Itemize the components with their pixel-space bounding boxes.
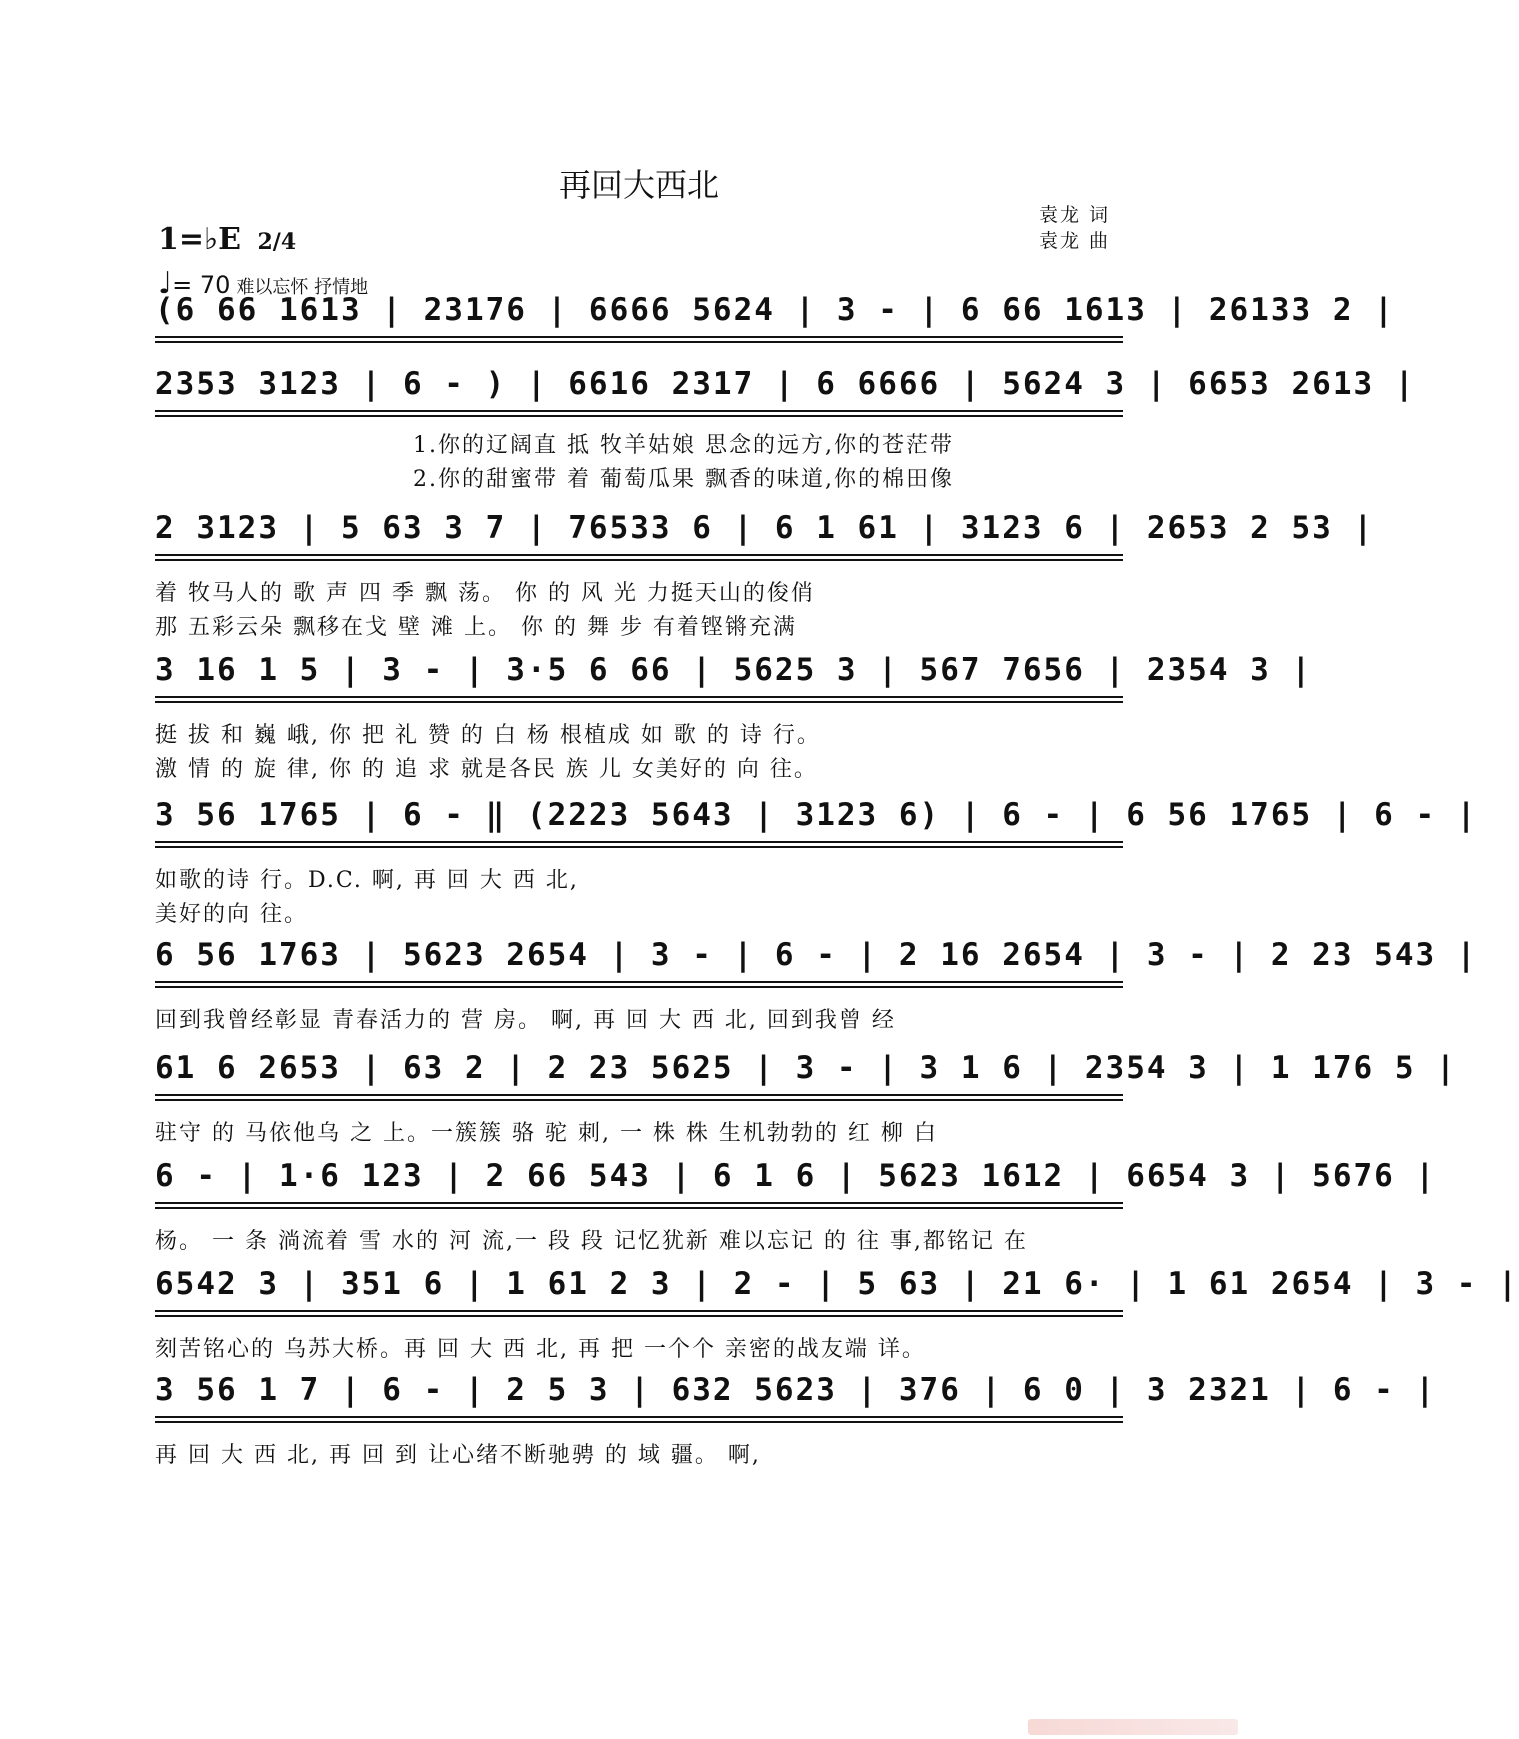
lyric-line: 着 牧马人的 歌 声 四 季 飘 荡。 你 的 风 光 力挺天山的俊俏 [155, 581, 815, 606]
beam-line [155, 1421, 1123, 1423]
tempo-value: = 70 [172, 271, 231, 299]
beam-line [155, 1315, 1123, 1317]
watermark-logo [1028, 1719, 1238, 1735]
key-label: 1=♭E [158, 222, 242, 257]
lyric-line: 美好的向 往。 [155, 902, 308, 927]
beam-line [155, 846, 1123, 848]
beam-line [155, 415, 1123, 417]
lyric-line: 刻苦铭心的 乌苏大桥。再 回 大 西 北, 再 把 一个个 亲密的战友端 详。 [155, 1337, 926, 1362]
beam-line [155, 1416, 1123, 1418]
lyric-line: 那 五彩云朵 飘移在戈 壁 滩 上。 你 的 舞 步 有着铿锵充满 [155, 615, 797, 640]
beam-line [155, 696, 1123, 698]
lyric-line: 2.你的甜蜜带 着 葡萄瓜果 飘香的味道,你的棉田像 [413, 467, 954, 492]
beam-line [155, 1099, 1123, 1101]
notation-line: 6 - | 1·6 123 | 2 66 543 | 6 1 6 | 5623 1612 | 6654 3 | 5676 | [155, 1158, 1437, 1194]
beam-line [155, 701, 1123, 703]
notation-line: 3 56 1 7 | 6 - | 2 5 3 | 632 5623 | 376 | 6 0 | 3 2321 | 6 - | [155, 1372, 1437, 1408]
page-title: 再回大西北 [558, 166, 719, 204]
beam-line [155, 1207, 1123, 1209]
beam-line [155, 1202, 1123, 1204]
lyricist-credit: 袁龙 词 [1038, 204, 1110, 226]
beam-line [155, 841, 1123, 843]
lyric-line: 如歌的诗 行。D.C. 啊, 再 回 大 西 北, [155, 868, 579, 893]
notation-line: 2353 3123 | 6 - ) | 6616 2317 | 6 6666 | 5624 3 | 6653 2613 | [155, 366, 1416, 402]
key-signature [158, 222, 296, 257]
lyric-line: 再 回 大 西 北, 再 回 到 让心绪不断驰骋 的 域 疆。 啊, [155, 1443, 761, 1468]
lyric-line: 回到我曾经彰显 青春活力的 营 房。 啊, 再 回 大 西 北, 回到我曾 经 [155, 1008, 896, 1033]
lyric-line: 激 情 的 旋 律, 你 的 追 求 就是各民 族 儿 女美好的 向 往。 [155, 757, 818, 782]
beam-line [155, 986, 1123, 988]
lyric-line: 1.你的辽阔直 抵 牧羊姑娘 思念的远方,你的苍茫带 [413, 433, 954, 458]
notation-line: 6 56 1763 | 5623 2654 | 3 - | 6 - | 2 16 2654 | 3 - | 2 23 543 | [155, 937, 1478, 973]
beam-line [155, 554, 1123, 556]
notation-line: 6542 3 | 351 6 | 1 61 2 3 | 2 - | 5 63 | 21 6· | 1 61 2654 | 3 - | [155, 1266, 1519, 1302]
time-signature: 2/4 [257, 229, 297, 255]
beam-line [155, 410, 1123, 412]
notation-line: 61 6 2653 | 63 2 | 2 23 5625 | 3 - | 3 1 6 | 2354 3 | 1 176 5 | [155, 1050, 1457, 1086]
beam-line [155, 336, 1123, 338]
lyric-line: 驻守 的 马依他乌 之 上。一簇簇 骆 驼 刺, 一 株 株 生机勃勃的 红 柳 白 [155, 1121, 938, 1146]
beam-line [155, 341, 1123, 343]
lyric-line: 挺 拔 和 巍 峨, 你 把 礼 赞 的 白 杨 根植成 如 歌 的 诗 行。 [155, 723, 821, 748]
lyric-line: 杨。 一 条 淌流着 雪 水的 河 流,一 段 段 记忆犹新 难以忘记 的 往 事,都铭记 在 [155, 1229, 1028, 1254]
beam-line [155, 559, 1123, 561]
expression-mark: 难以忘怀 抒情地 [236, 277, 369, 298]
beam-line [155, 1094, 1123, 1096]
quarter-note-icon: ♩ [158, 266, 173, 301]
notation-line: 3 56 1765 | 6 - ‖ (2223 5643 | 3123 6) | 6 - | 6 56 1765 | 6 - | [155, 797, 1478, 833]
notation-line: (6 66 1613 | 23176 | 6666 5624 | 3 - | 6 66 1613 | 26133 2 | [155, 292, 1395, 328]
beam-line [155, 1310, 1123, 1312]
notation-line: 2 3123 | 5 63 3 7 | 76533 6 | 6 1 61 | 3123 6 | 2653 2 53 | [155, 510, 1375, 546]
notation-line: 3 16 1 5 | 3 - | 3·5 6 66 | 5625 3 | 567 7656 | 2354 3 | [155, 652, 1313, 688]
composer-credit: 袁龙 曲 [1038, 230, 1110, 252]
beam-line [155, 981, 1123, 983]
